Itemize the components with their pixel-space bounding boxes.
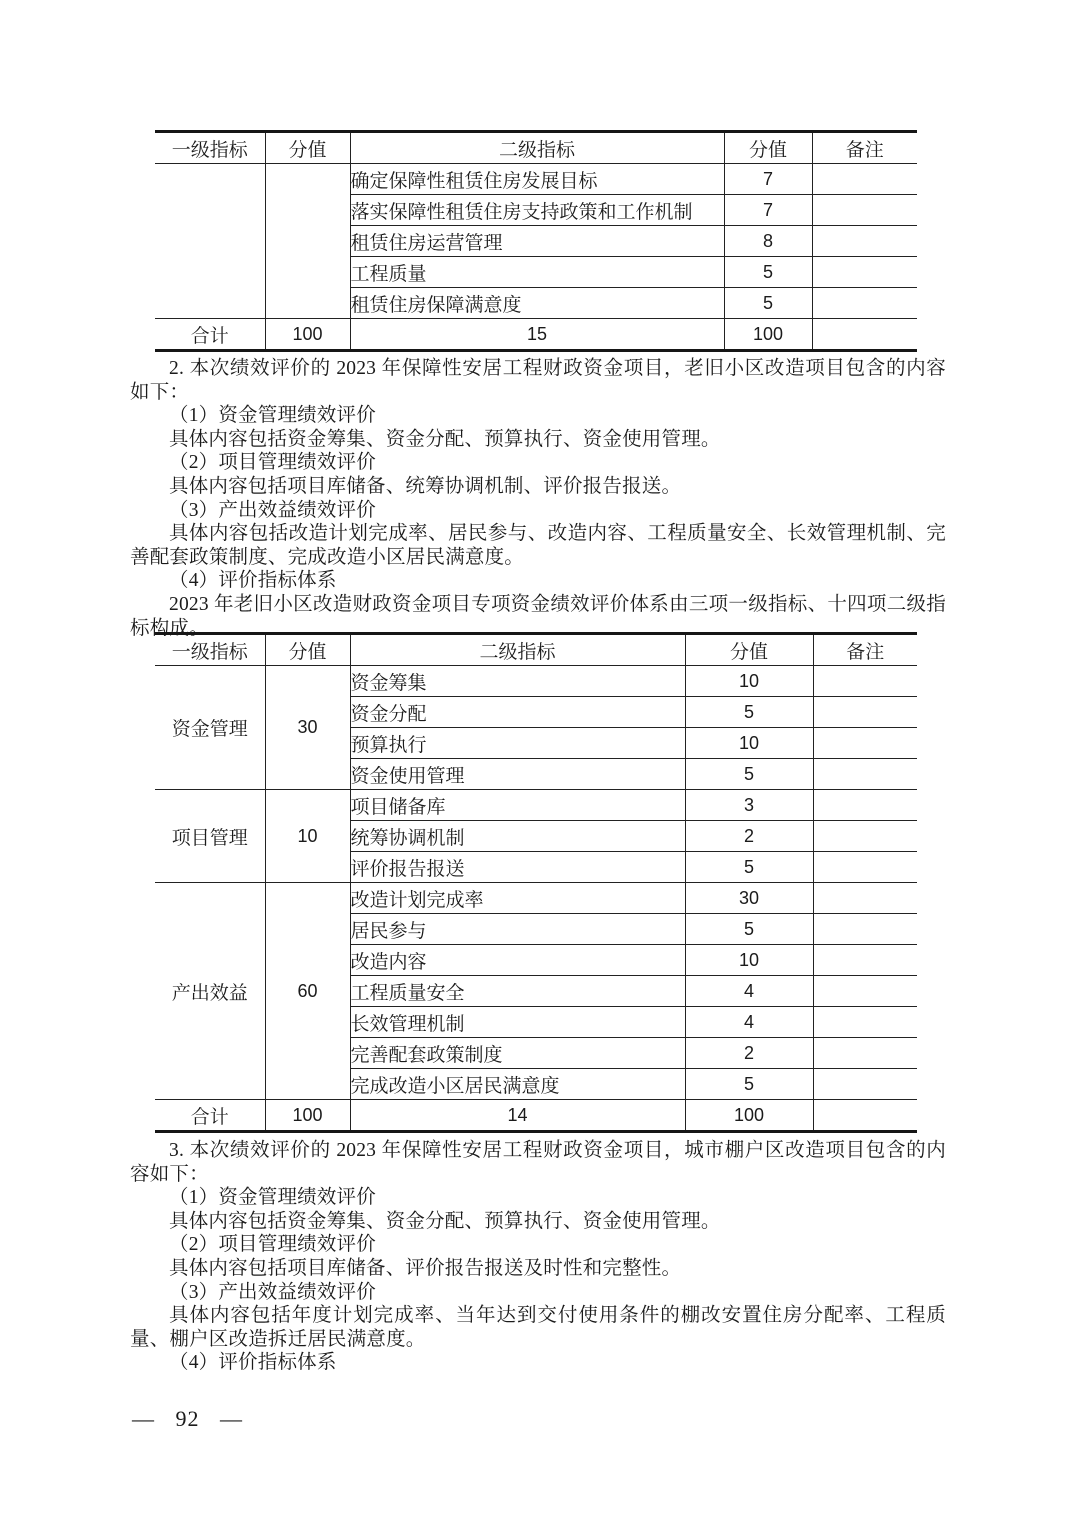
header-cell-score2: 分值 [724, 132, 812, 164]
level2-score-cell: 10 [685, 666, 813, 697]
level2-score-cell: 2 [685, 1038, 813, 1069]
level2-indicator-cell: 改造计划完成率 [350, 883, 685, 914]
paragraph: （1）资金管理绩效评价 [169, 1187, 376, 1209]
paragraph: 具体内容包括年度计划完成率、当年达到交付使用条件的棚改安置住房分配率、工程质量、棚户区改造拆迁居民满意度。 [130, 1305, 946, 1350]
remark-cell [813, 945, 917, 976]
paragraph: 2023 年老旧小区改造财政资金项目专项资金绩效评价体系由三项一级指标、十四项二级指标构成。 [130, 593, 946, 639]
section-2-text [130, 357, 946, 640]
total-value-cell: 14 [350, 1100, 685, 1132]
total-value-cell: 100 [265, 1100, 350, 1132]
header-cell-score1: 分值 [265, 132, 350, 164]
level1-indicator-cell: 产出效益 [155, 883, 265, 1100]
level2-score-cell: 5 [685, 852, 813, 883]
level2-score-cell: 7 [724, 164, 812, 195]
level2-score-cell: 8 [724, 226, 812, 257]
header-cell-level2: 二级指标 [350, 132, 724, 164]
level2-score-cell: 5 [724, 288, 812, 319]
total-row [155, 1100, 917, 1132]
total-row [155, 319, 917, 351]
table-header-row [155, 634, 917, 666]
paragraph: （4）评价指标体系 [169, 1352, 337, 1374]
level1-indicator-cell [155, 164, 265, 319]
level1-indicator-cell: 项目管理 [155, 790, 265, 883]
level2-indicator-cell: 预算执行 [350, 728, 685, 759]
remark-cell [813, 759, 917, 790]
level2-indicator-cell: 完成改造小区居民满意度 [350, 1069, 685, 1100]
total-label-cell: 合计 [155, 319, 265, 351]
table-row [155, 790, 917, 821]
indicator-table-main [155, 632, 917, 1133]
level2-indicator-cell: 改造内容 [350, 945, 685, 976]
remark-cell [813, 883, 917, 914]
paragraph: 3. 本次绩效评价的 2023 年保障性安居工程财政资金项目，城市棚户区改造项目包含的内容如下： [130, 1140, 946, 1185]
level2-score-cell: 5 [724, 257, 812, 288]
level2-score-cell: 5 [685, 914, 813, 945]
table-header-row [155, 634, 917, 666]
section-3-text [130, 1139, 946, 1375]
level2-indicator-cell: 统筹协调机制 [350, 821, 685, 852]
indicator-table-top [155, 130, 917, 352]
remark-cell [812, 226, 917, 257]
level2-score-cell: 30 [685, 883, 813, 914]
remark-cell [813, 914, 917, 945]
level2-score-cell: 5 [685, 759, 813, 790]
paragraph: （3）产出效益绩效评价 [169, 499, 376, 521]
remark-cell [812, 257, 917, 288]
level2-indicator-cell: 工程质量安全 [350, 976, 685, 1007]
paragraph: 具体内容包括资金筹集、资金分配、预算执行、资金使用管理。 [169, 1210, 721, 1232]
remark-cell [813, 1069, 917, 1100]
table-header-row [155, 132, 917, 164]
level2-score-cell: 7 [724, 195, 812, 226]
level2-indicator-cell: 评价报告报送 [350, 852, 685, 883]
remark-cell [812, 195, 917, 226]
level2-indicator-cell: 确定保障性租赁住房发展目标 [350, 164, 724, 195]
total-value-cell: 15 [350, 319, 724, 351]
level2-indicator-cell: 资金使用管理 [350, 759, 685, 790]
table-row [155, 666, 917, 697]
page-number: — 92 — [132, 1406, 243, 1431]
level2-indicator-cell: 资金筹集 [350, 666, 685, 697]
header-cell-level1: 一级指标 [155, 634, 265, 666]
level1-score-cell [265, 164, 350, 319]
remark-cell [812, 164, 917, 195]
remark-cell [813, 821, 917, 852]
total-value-cell: 100 [685, 1100, 813, 1132]
paragraph: （4）评价指标体系 [169, 570, 337, 592]
header-cell-score1: 分值 [265, 634, 350, 666]
level2-indicator-cell: 居民参与 [350, 914, 685, 945]
paragraph: 具体内容包括项目库储备、统筹协调机制、评价报告报送。 [169, 475, 682, 497]
level1-score-cell: 60 [265, 883, 350, 1100]
total-value-cell [812, 319, 917, 351]
paragraph: （3）产出效益绩效评价 [169, 1281, 376, 1303]
remark-cell [813, 666, 917, 697]
paragraph: 具体内容包括改造计划完成率、居民参与、改造内容、工程质量安全、长效管理机制、完善配套政策制度、完成改造小区居民满意度。 [130, 523, 946, 568]
level2-score-cell: 4 [685, 976, 813, 1007]
total-value-cell: 100 [265, 319, 350, 351]
paragraph: （1）资金管理绩效评价 [169, 405, 376, 427]
header-cell-remark: 备注 [812, 132, 917, 164]
level2-score-cell: 5 [685, 1069, 813, 1100]
level2-indicator-cell: 完善配套政策制度 [350, 1038, 685, 1069]
level1-indicator-cell: 资金管理 [155, 666, 265, 790]
level2-indicator-cell: 落实保障性租赁住房支持政策和工作机制 [350, 195, 724, 226]
paragraph: （2）项目管理绩效评价 [169, 452, 376, 474]
remark-cell [813, 1038, 917, 1069]
header-cell-level2: 二级指标 [350, 634, 685, 666]
total-value-cell: 100 [724, 319, 812, 351]
level2-score-cell: 10 [685, 728, 813, 759]
level1-score-cell: 30 [265, 666, 350, 790]
header-cell-level1: 一级指标 [155, 132, 265, 164]
level2-indicator-cell: 长效管理机制 [350, 1007, 685, 1038]
total-label-cell: 合计 [155, 1100, 265, 1132]
remark-cell [812, 288, 917, 319]
total-value-cell [813, 1100, 917, 1132]
remark-cell [813, 1007, 917, 1038]
table-row [155, 883, 917, 914]
level2-score-cell: 10 [685, 945, 813, 976]
remark-cell [813, 852, 917, 883]
level2-score-cell: 4 [685, 1007, 813, 1038]
remark-cell [813, 790, 917, 821]
paragraph: 2. 本次绩效评价的 2023 年保障性安居工程财政资金项目，老旧小区改造项目包含的内容如下： [130, 358, 946, 403]
remark-cell [813, 728, 917, 759]
level2-indicator-cell: 租赁住房保障满意度 [350, 288, 724, 319]
level2-score-cell: 3 [685, 790, 813, 821]
header-cell-score2: 分值 [685, 634, 813, 666]
level2-indicator-cell: 资金分配 [350, 697, 685, 728]
table-row [155, 164, 917, 195]
remark-cell [813, 697, 917, 728]
remark-cell [813, 976, 917, 1007]
paragraph: 具体内容包括资金筹集、资金分配、预算执行、资金使用管理。 [169, 428, 721, 450]
level2-indicator-cell: 项目储备库 [350, 790, 685, 821]
level1-score-cell: 10 [265, 790, 350, 883]
level2-indicator-cell: 租赁住房运营管理 [350, 226, 724, 257]
paragraph: 具体内容包括项目库储备、评价报告报送及时性和完整性。 [169, 1257, 682, 1279]
level2-score-cell: 2 [685, 821, 813, 852]
paragraph: （2）项目管理绩效评价 [169, 1234, 376, 1256]
table-header-row [155, 132, 917, 164]
level2-score-cell: 5 [685, 697, 813, 728]
header-cell-remark: 备注 [813, 634, 917, 666]
level2-indicator-cell: 工程质量 [350, 257, 724, 288]
